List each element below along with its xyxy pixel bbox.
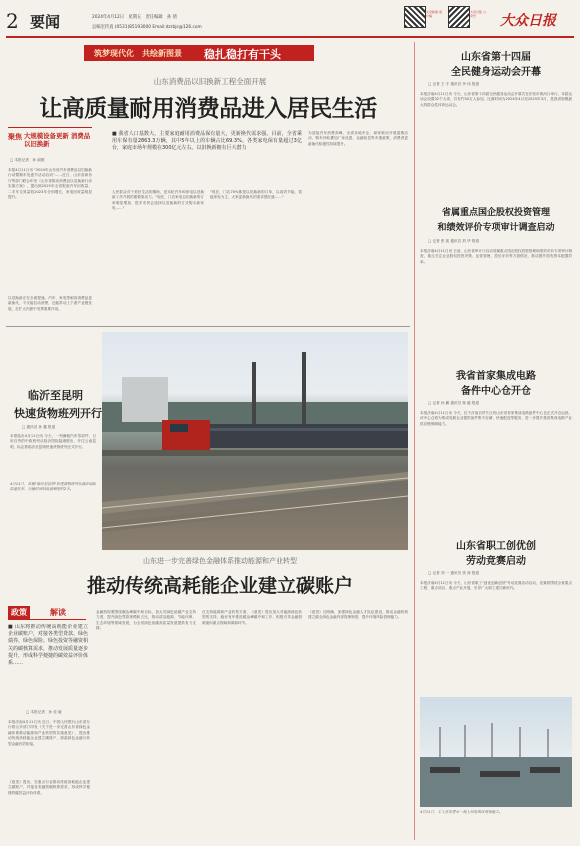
lead-body-1: 本报4月11日讯 "2024年山东省汽车消费品以旧换新行动暨购车优惠节活动启动"……近日，山东省商务厅等部门联合印发《山东省推动消费品以旧换新行动实施方案》，提出到2025年全省报废汽车回收量、二手车交易量较2023年分别增长，家电回收量明显提升。: [8, 168, 92, 200]
right-byline-4: □ 记者 刘 一 通讯员 张 涛 报道: [428, 571, 479, 575]
right-headline-2a: 省属重点国企股权投资管理: [441, 208, 550, 218]
wind-photo-caption: 4月11日，工人在东营市一海上风电项目现场施工。: [420, 810, 503, 814]
lead-body-4: 为迎接汽车消费高峰，全省各地车企、商家联动开展促销活动，购车补贴叠加厂家优惠、金融贴息等多重政策，消费者更新换代积极性持续提升。: [308, 131, 408, 146]
photo-story-body: 本报临沂4月11日讯 今天，一列满载汽车零部件、日用百货的中欧班列从临沂国际陆港驶出，开往云南昆明，标志着临沂至昆明快速货物班列正式开行。: [10, 434, 96, 449]
lead-subhead-box: [8, 127, 92, 154]
second-kicker: 山东进一步完善绿色金融体系推动能源和产业转型: [143, 557, 297, 565]
qr-label-2: 大众日报 公众号: [470, 10, 486, 18]
right-body-1: 本报济南4月11日讯 今天，山东省第十四届全民健身运动会开幕式在东营市黄河口举行。本届运动会设置32个大项，共有约30万人参加，比赛时间为2024年4月至2025年3月，是我省规模最大的群众性体育运动会。: [420, 92, 572, 107]
subhead-text: 大规模设备更新 消费品以旧换新: [24, 132, 91, 148]
qr-code-1[interactable]: [404, 6, 426, 28]
lead-body-1b: 以旧换新正在全面提速。汽车、家电等耐用消费品更新换代，不仅能拉动消费，还能带动上下游产业链发展，在扩大内需中发挥重要作用。: [8, 296, 92, 311]
right-column-rule: [414, 42, 415, 840]
policy-tag-2: 解读: [50, 608, 66, 617]
lead-bullet-summary: ■ 我省人口基数大，主要家庭耐用消费品保有量大，更新换代需求强。目前，全省乘用车保有量2863.3万辆，其中5年以上的车辆占比69.3%。各类家电保有量超过3亿台，家庭市场年规模在300亿元左右。以旧换新拥有巨大潜力: [112, 131, 302, 151]
contact-line: 总编室传真 (0531)85193000 Email:dzrbjs@126.com: [92, 25, 202, 30]
photo-story-byline: □ 通讯员 孙 鑫 报道: [22, 425, 56, 429]
right-body-2: 本报济南4月11日讯 日前，山东省审计厅启动省属重点国企股权投资管理和绩效评价专项审计调查，重点关注企业股权投资决策、运营管理、投后评价等方面情况，推动提升国有资本配置效率。: [420, 249, 572, 264]
lead-byline: □ 本报记者 孙 淑媛: [10, 158, 45, 162]
section-title: 要闻: [30, 13, 61, 31]
photo-story-title-2: 快速货物班列开行: [14, 407, 102, 420]
qr-label-1: 大众新闻 客户端: [426, 10, 442, 18]
lead-body-2: 人民群众对于美好生活的期盼，是本轮汽车和家电以旧换新工作开展的重要原动力。"现在，门店家电以旧换新的订单明显增加，很多市民会选择以旧换新的方式购买新家电……": [112, 190, 204, 211]
lead-headline: 让高质量耐用消费品进入居民生活: [39, 95, 377, 122]
subhead-tag: 聚焦: [8, 133, 22, 141]
second-body-1: 本报济南4月11日讯 近日，中国人民银行山东省分行联合多部门印发《关于进一步完善山东省绿色金融体系推动能源和产业转型的实施意见》，提出推动传统高耗能企业建立碳账户，探索绿色金融与转型金融有效衔接。: [8, 720, 90, 746]
lead-kicker: 山东消费品以旧换新工程全面开展: [153, 77, 267, 86]
right-headline-3b: 备件中心仓开仓: [461, 386, 531, 397]
second-body-4: 在支持能源和产业转型方面，《意见》提出加大对能源绿色转型的支持，稳妥有序推进碳达峰碳中和工作，积极引导金融资源流向重点领域和薄弱环节。: [202, 610, 302, 625]
page-number: 2: [6, 9, 19, 33]
photo-caption: 4月11日，首趟"临沂至昆明"快速货物班列从临沂国际陆港发车，运输时间较此前缩短约2天。: [10, 482, 96, 492]
right-byline-1: □ 记者 王 宇 通讯员 李 伟 报道: [428, 82, 479, 86]
second-byline: □ 本报记者 孙 佳 毅: [26, 710, 62, 714]
right-byline-2: □ 记者 张 凯 通讯员 刘 华 报道: [428, 239, 479, 243]
train-photo: [102, 332, 408, 550]
second-body-3: 金融机构要围绕碳达峰碳中和目标，加大对绿色低碳产业支持力度，提升绿色贷款规模和占比，推动清洁能源、节能环保、生态环境等领域发展，为全省绿色低碳高质量发展提供有力支撑。: [96, 610, 196, 631]
right-headline-1a: 山东省第十四届: [461, 52, 531, 63]
banner-right-text: 稳扎稳打有干头: [204, 48, 281, 61]
date-line: 2024年4月12日 星期五 责任编辑 孙 倩: [92, 15, 177, 20]
train-scene-illustration: [102, 332, 408, 550]
right-headline-4b: 劳动竞赛启动: [466, 556, 526, 567]
wind-turbine-illustration: [420, 697, 572, 807]
second-body-2: 《意见》提出，在重点行业推动传统高耗能企业建立碳账户，对接各类融资碳核算需求，形成科学便捷的碳效益评价体系。: [8, 780, 90, 795]
policy-tag: 政策: [8, 606, 30, 619]
right-body-3: 本报济南4月11日讯 今天，位于济南自贸片区的山东省首家集成电路备件中心仓正式开仓运营。该中心仓将为集成电路企业提供备件集中存储、快速配送等服务，进一步提升我省集成电路产业供应链保障能力。: [420, 411, 572, 426]
policy-summary: ■ 山东将推动传统高耗能企业建立企业碳账户，对接各类型贷款、绿色债券、绿色保险。绿色投资等融资相关的碳核算需求，推动发展质量逐步提升，形成科学便捷的碳效益评价体系……: [8, 624, 88, 667]
second-body-5: 《意见》还明确，加强绿色金融人才队伍建设，推动金融机构建立健全绿色金融内部管理制度，提升环境风险管理能力。: [308, 610, 408, 620]
second-headline: 推动传统高耗能企业建立碳账户: [86, 575, 353, 597]
right-headline-3a: 我省首家集成电路: [456, 371, 536, 382]
qr-code-2[interactable]: [448, 6, 470, 28]
masthead-rule: [6, 36, 574, 38]
banner-left-text: 筑梦现代化 共绘新图景: [94, 49, 182, 58]
theme-banner: [84, 45, 314, 61]
right-headline-1b: 全民健身运动会开幕: [451, 67, 541, 78]
right-headline-2b: 和绩效评价专项审计调查启动: [437, 223, 555, 233]
right-byline-3: □ 记者 孙 鹏 通讯员 杨 越 报道: [428, 401, 479, 405]
wind-farm-photo: [420, 697, 572, 807]
right-body-4: 本报济南4月11日讯 今天，山东省职工"创优创新创效"劳动竞赛活动启动，竞赛将围绕全省重点工程、重点项目、重点产业开展，引导广大职工建功新时代。: [420, 581, 572, 591]
newspaper-logo: 大众日报: [500, 13, 556, 29]
policy-tag-box: [8, 606, 86, 620]
photo-divider: [6, 326, 410, 327]
photo-story-title-1: 临沂至昆明: [28, 389, 83, 402]
right-headline-4a: 山东省职工创优创: [456, 541, 536, 552]
masthead: [6, 6, 574, 38]
lead-body-3: "现在，门店70%都是以旧换新的订单，以高效节能、智能家电为主，大家更新换代的需求很旺盛……": [210, 190, 302, 200]
